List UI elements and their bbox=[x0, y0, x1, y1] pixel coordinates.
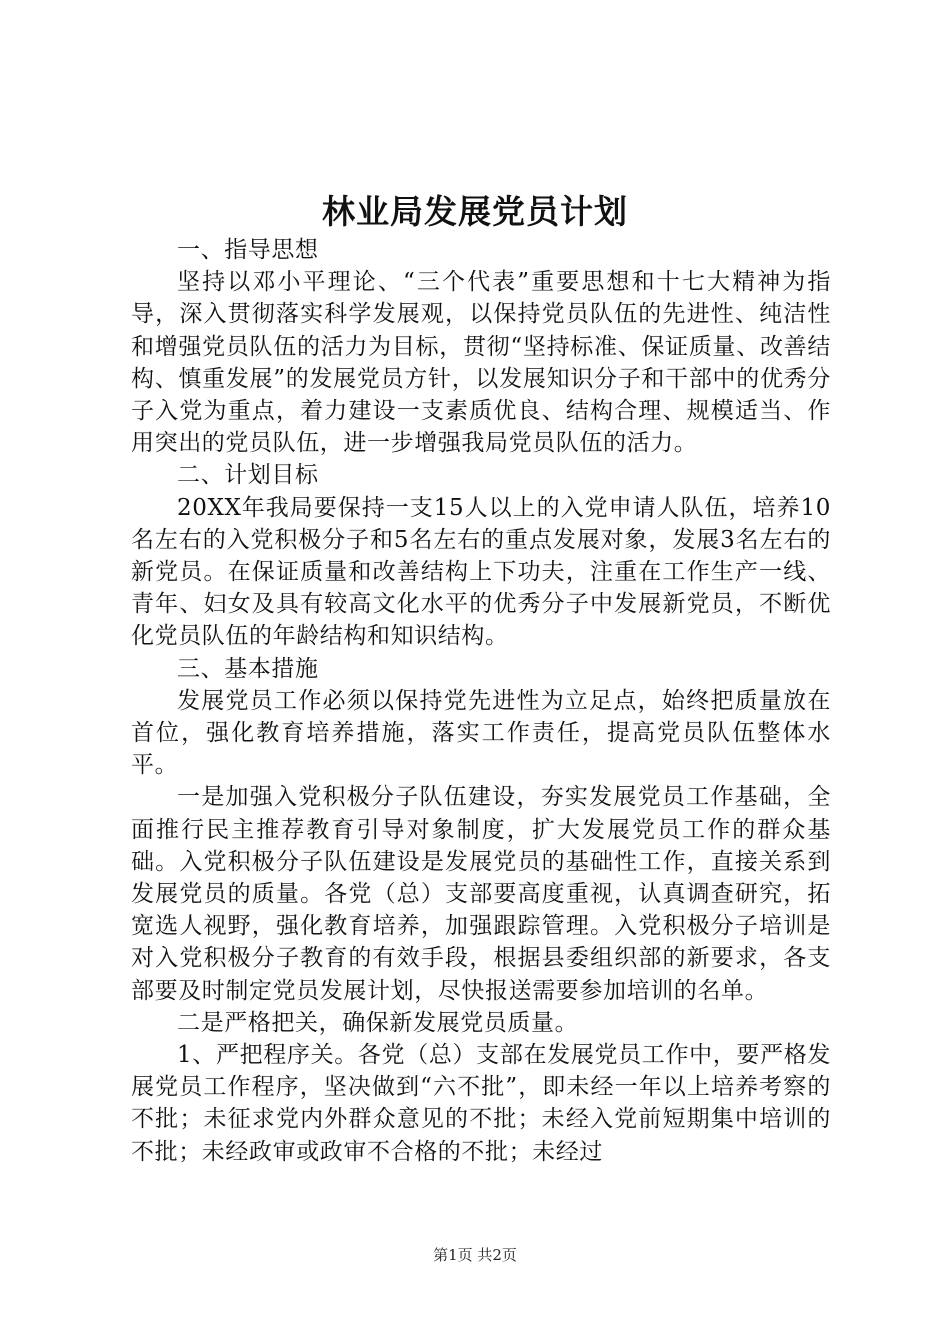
section-heading: 二、计划目标 bbox=[177, 462, 319, 489]
section-heading: 三、基本措施 bbox=[177, 655, 319, 682]
paragraph: 发展党员工作必须以保持党先进性为立足点，始终把质量放在首位，强化教育培养措施，落实工作责任，提高党员队伍整体水平。 bbox=[131, 687, 831, 779]
document-title: 林业局发展党员计划 bbox=[322, 192, 628, 231]
document-body bbox=[131, 234, 831, 1168]
section-heading: 一、指导思想 bbox=[177, 237, 319, 263]
paragraph: 20XX年我局要保持一支15人以上的入党申请人队伍，培养10名左右的入党积极分子和5名左右的重点发展对象，发展3名左右的新党员。在保证质量和改善结构上下功夫，注重在工作生产一线、青年、妇女及具有较高文化水平的优秀分子中发展新党员，不断优化党员队伍的年龄结构和知识结构。 bbox=[131, 494, 831, 650]
paragraph: 二是严格把关，确保新发展党员质量。 bbox=[177, 1009, 579, 1036]
page-number-footer: 第1页 共2页 bbox=[433, 1246, 517, 1264]
paragraph: 坚持以邓小平理论、“三个代表”重要思想和十七大精神为指导，深入贯彻落实科学发展观，以保持党员队伍的先进性、纯洁性和增强党员队伍的活力为目标，贯彻“坚持标准、保证质量、改善结构、慎重发展”的发展党员方针，以发展知识分子和干部中的优秀分子入党为重点，着力建设一支素质优良、结构合理、规模适当、作用突出的党员队伍，进一步增强我局党员队伍的活力。 bbox=[131, 269, 831, 457]
paragraph: 1、严把程序关。各党（总）支部在发展党员工作中，要严格发展党员工作程序，坚决做到“六不批”，即未经一年以上培养考察的不批；未征求党内外群众意见的不批；未经入党前短期集中培训的不批；未经政审或政审不合格的不批；未经过 bbox=[131, 1042, 831, 1165]
paragraph: 一是加强入党积极分子队伍建设，夯实发展党员工作基础，全面推行民主推荐教育引导对象制度，扩大发展党员工作的群众基础。入党积极分子队伍建设是发展党员的基础性工作，直接关系到发展党员的质量。各党（总）支部要高度重视，认真调查研究，拓宽选人视野，强化教育培养，加强跟踪管理。入党积极分子培训是对入党积极分子教育的有效手段，根据县委组织部的新要求，各支部要及时制定党员发展计划，尽快报送需要参加培训的名单。 bbox=[131, 784, 831, 1004]
